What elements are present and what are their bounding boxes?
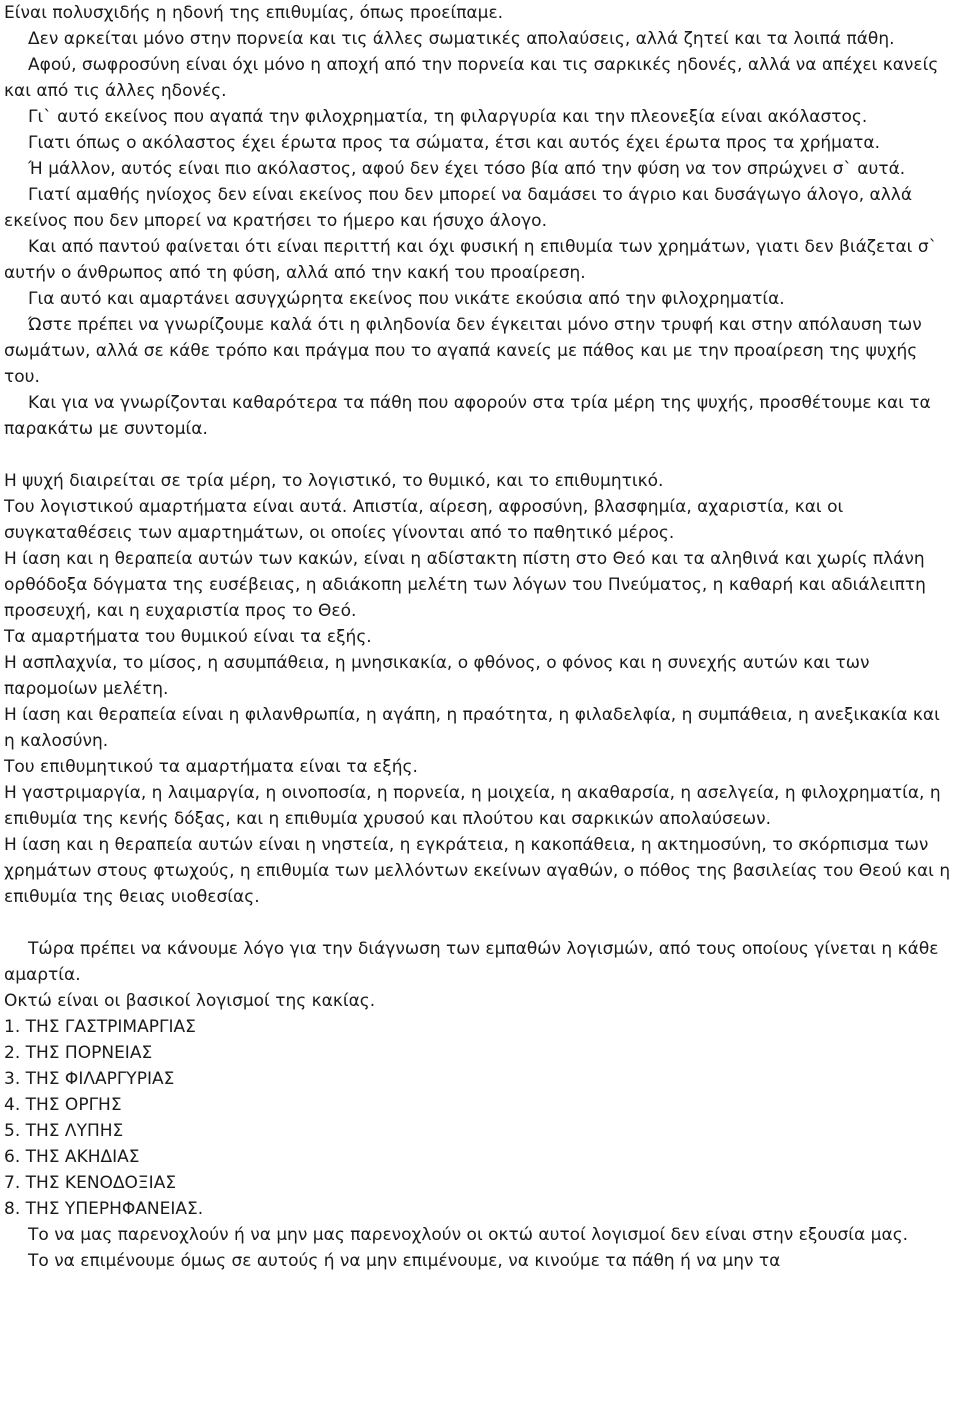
list-item: 6. ΤΗΣ ΑΚΗΔΙΑΣ bbox=[4, 1147, 140, 1167]
paragraph: Η ψυχή διαιρείται σε τρία μέρη, το λογιστικό, το θυμικό, και το επιθυμητικό. bbox=[4, 471, 664, 491]
list-item: 3. ΤΗΣ ΦΙΛΑΡΓΥΡΙΑΣ bbox=[4, 1069, 175, 1089]
section-eight-thoughts bbox=[4, 936, 954, 1274]
paragraph: Και για να γνωρίζονται καθαρότερα τα πάθη που αφορούν στα τρία μέρη της ψυχής, προσθέτουμε και τα παρακάτω με συντομία. bbox=[4, 393, 931, 439]
list-item: 4. ΤΗΣ ΟΡΓΗΣ bbox=[4, 1095, 122, 1115]
section-pleasure-passions bbox=[4, 0, 954, 442]
paragraph: Είναι πολυσχιδής η ηδονή της επιθυμίας, όπως προείπαμε. bbox=[4, 3, 504, 23]
paragraph: Το να μας παρενοχλούν ή να μην μας παρενοχλούν οι οκτώ αυτοί λογισμοί δεν είναι στην εξουσία μας. bbox=[28, 1225, 909, 1245]
list-item: 1. ΤΗΣ ΓΑΣΤΡΙΜΑΡΓΙΑΣ bbox=[4, 1017, 196, 1037]
paragraph: Γι` αυτό εκείνος που αγαπά την φιλοχρηματία, τη φιλαργυρία και την πλεονεξία είναι ακόλαστος. bbox=[28, 107, 868, 127]
paragraph: Και από παντού φαίνεται ότι είναι περιττή και όχι φυσική η επιθυμία των χρημάτων, γιατι δεν βιάζεται σ` αυτήν ο άνθρωπος από τη φύση, αλλά από την κακή του προαίρεση. bbox=[4, 237, 938, 283]
paragraph: Του λογιστικού αμαρτήματα είναι αυτά. Απιστία, αίρεση, αφροσύνη, βλασφημία, αχαριστία, και οι συγκαταθέσεις των αμαρτημάτων, οι οποίες γίνονται από το παθητικό μέρος. bbox=[4, 497, 844, 543]
list-item: 8. ΤΗΣ ΥΠΕΡΗΦΑΝΕΙΑΣ. bbox=[4, 1199, 204, 1219]
paragraph: Η ίαση και θεραπεία είναι η φιλανθρωπία, η αγάπη, η πραότητα, η φιλαδελφία, η συμπάθεια, η ανεξικακία και η καλοσύνη. bbox=[4, 705, 940, 751]
list-item: 7. ΤΗΣ ΚΕΝΟΔΟΞΙΑΣ bbox=[4, 1173, 177, 1193]
list-item: 5. ΤΗΣ ΛΥΠΗΣ bbox=[4, 1121, 124, 1141]
paragraph: Γιατι όπως ο ακόλαστος έχει έρωτα προς τα σώματα, έτσι και αυτός έχει έρωτα προς τα χρήματα. bbox=[28, 133, 881, 153]
paragraph: Η γαστριμαργία, η λαιμαργία, η οινοποσία, η πορνεία, η μοιχεία, η ακαθαρσία, η ασελγεία, η φιλοχρηματία, η επιθυμία της κενής δόξας, και η επιθυμία χρυσού και πλούτου και σαρκικών απολαύσεων. bbox=[4, 783, 941, 829]
paragraph: Αφού, σωφροσύνη είναι όχι μόνο η αποχή από την πορνεία και τις σαρκικές ηδονές, αλλά να απέχει κανείς και από τις άλλες ηδονές. bbox=[4, 55, 939, 101]
section-three-parts-of-soul bbox=[4, 468, 954, 910]
eight-thoughts-heading: Οκτώ είναι οι βασικοί λογισμοί της κακίας. bbox=[4, 991, 376, 1011]
eight-thoughts-closing bbox=[4, 1222, 954, 1274]
paragraph: Η ίαση και η θεραπεία αυτών είναι η νηστεία, η εγκράτεια, η κακοπάθεια, η ακτημοσύνη, το σκόρπισμα των χρημάτων στους φτωχούς, η επιθυμία των μελλόντων εκείνων αγαθών, ο πόθος της βασιλείας του Θεού και η επιθυμία της θειας υιοθεσίας. bbox=[4, 835, 951, 907]
paragraph: Δεν αρκείται μόνο στην πορνεία και τις άλλες σωματικές απολαύσεις, αλλά ζητεί και τα λοιπά πάθη. bbox=[28, 29, 895, 49]
paragraph: Τα αμαρτήματα του θυμικού είναι τα εξής. bbox=[4, 627, 372, 647]
paragraph: Για αυτό και αμαρτάνει ασυγχώρητα εκείνος που νικάτε εκούσια από την φιλοχρηματία. bbox=[28, 289, 785, 309]
paragraph: Η ασπλαχνία, το μίσος, η ασυμπάθεια, η μνησικακία, ο φθόνος, ο φόνος και η συνεχής αυτών και των παρομοίων μελέτη. bbox=[4, 653, 870, 699]
list-item: 2. ΤΗΣ ΠΟΡΝΕΙΑΣ bbox=[4, 1043, 153, 1063]
eight-thoughts-intro: Τώρα πρέπει να κάνουμε λόγο για την διάγνωση των εμπαθών λογισμών, από τους οποίους γίνεται η κάθε αμαρτία. bbox=[4, 939, 939, 985]
paragraph: Γιατί αμαθής ηνίοχος δεν είναι εκείνος που δεν μπορεί να δαμάσει το άγριο και δυσάγωγο άλογο, αλλά εκείνος που δεν μπορεί να κρατήσει το ήμερο και ήσυχο άλογο. bbox=[4, 185, 913, 231]
paragraph: Ώστε πρέπει να γνωρίζουμε καλά ότι η φιληδονία δεν έγκειται μόνο στην τρυφή και στην απόλαυση των σωμάτων, αλλά σε κάθε τρόπο και πράγμα που το αγαπά κανείς με πάθος και με την προαίρεση της ψυχής του. bbox=[4, 315, 922, 387]
paragraph: Του επιθυμητικού τα αμαρτήματα είναι τα εξής. bbox=[4, 757, 418, 777]
paragraph: Το να επιμένουμε όμως σε αυτούς ή να μην επιμένουμε, να κινούμε τα πάθη ή να μην τα bbox=[28, 1251, 781, 1271]
paragraph: Ή μάλλον, αυτός είναι πιο ακόλαστος, αφού δεν έχει τόσο βία από την φύση να τον σπρώχνει σ` αυτά. bbox=[28, 159, 906, 179]
paragraph: Η ίαση και η θεραπεία αυτών των κακών, είναι η αδίστακτη πίστη στο Θεό και τα αληθινά και χωρίς πλάνη ορθόδοξα δόγματα της ευσέβειας, η αδιάκοπη μελέτη των λόγων του Πνεύματος, η καθαρή και αδιάλειπτη προσευχή, και η ευχαριστία προς το Θεό. bbox=[4, 549, 926, 621]
eight-thoughts-list bbox=[4, 1014, 954, 1222]
